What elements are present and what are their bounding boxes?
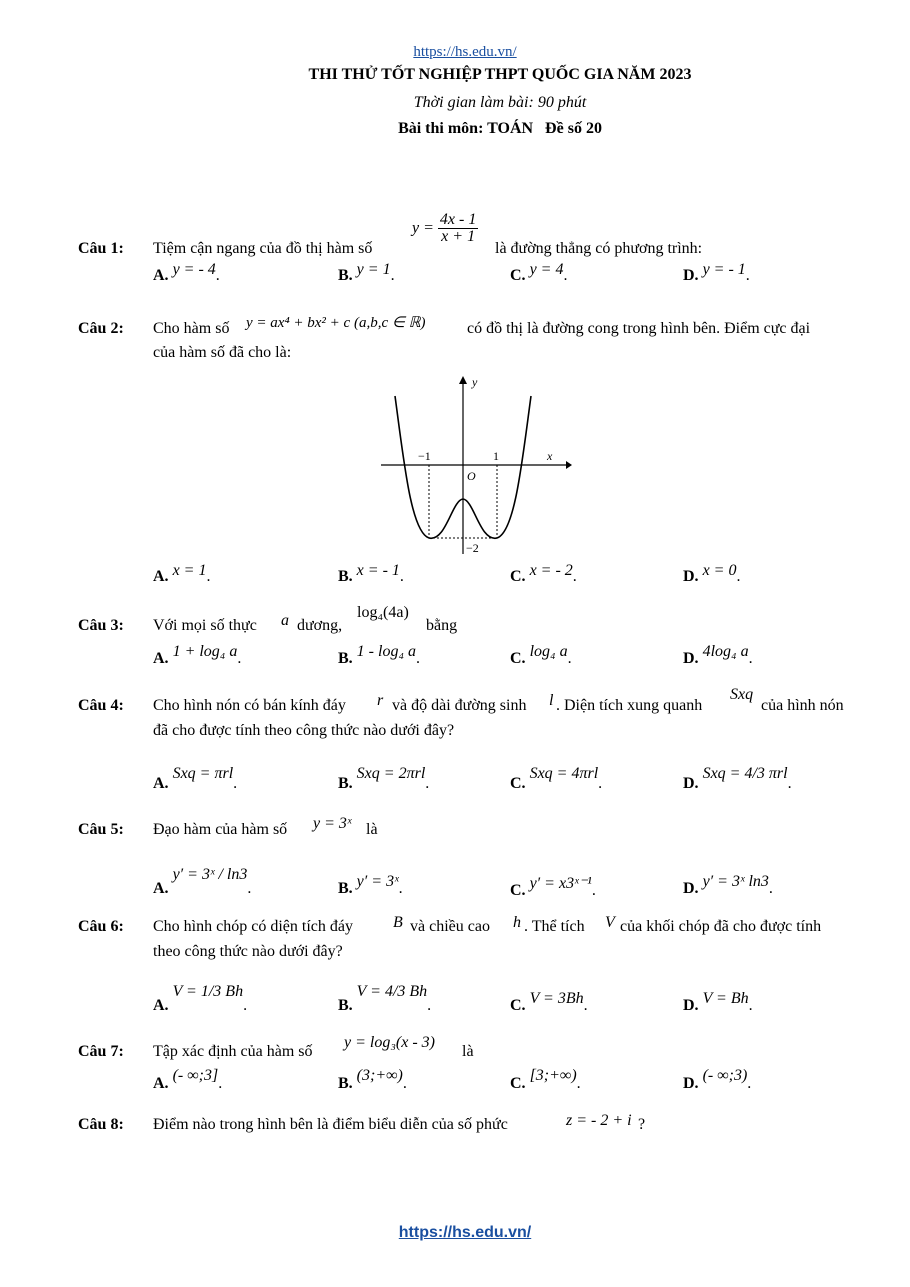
q5-text-after: là <box>366 821 378 838</box>
q4-var-l: l <box>549 692 554 709</box>
q3-option-a[interactable]: A. 1 + log₄ a. <box>153 643 242 667</box>
q2-option-a[interactable]: A. x = 1. <box>153 562 211 585</box>
q8-text-before: Điểm nào trong hình bên là điểm biểu diễn của số phức <box>153 1116 508 1133</box>
exam-subject: Bài thi môn: TOÁN Đề số 20 <box>398 120 602 137</box>
q1-option-d[interactable]: D. y = - 1. <box>683 261 750 284</box>
q1-formula: y = $\frac{4x - 1}{x + 1}$ <box>412 211 477 245</box>
graph-x-arrow <box>566 461 572 469</box>
q3-formula: log₄(4a) <box>357 604 409 621</box>
q5-option-a[interactable]: A. y′ = 3ˣ / ln3. <box>153 866 252 897</box>
q5-option-d[interactable]: D. y′ = 3ˣ ln3. <box>683 873 773 897</box>
graph-tick-neg2: −2 <box>466 541 479 555</box>
graph-x-label: x <box>547 449 553 463</box>
q1-text-after: là đường thẳng có phương trình: <box>495 240 703 257</box>
q5-text-before: Đạo hàm của hàm số <box>153 821 288 838</box>
q7-option-a[interactable]: A. (- ∞;3]. <box>153 1067 223 1092</box>
question-4-label: Câu 4: <box>78 697 124 714</box>
q3-option-b[interactable]: B. 1 - log₄ a. <box>338 643 421 667</box>
graph-origin-label: O <box>467 469 476 483</box>
q6-option-b[interactable]: B. V = 4/3 Bh. <box>338 983 432 1014</box>
q4-option-a[interactable]: A. Sxq = πrl. <box>153 765 238 792</box>
q5-option-b[interactable]: B. y′ = 3ˣ. <box>338 873 403 897</box>
q7-formula: y = log₃(x - 3) <box>344 1034 435 1051</box>
q7-option-d[interactable]: D. (- ∞;3). <box>683 1067 752 1092</box>
question-5-label: Câu 5: <box>78 821 124 838</box>
q4-text-line2: đã cho được tính theo công thức nào dưới đây? <box>153 722 455 739</box>
q6-option-c[interactable]: C. V = 3Bh. <box>510 990 588 1014</box>
q3-var: a <box>281 612 289 629</box>
q4-option-b[interactable]: B. Sxq = 2πrl. <box>338 765 430 792</box>
q4-option-d[interactable]: D. Sxq = 4/3 πrl. <box>683 765 792 792</box>
q6-text-after: của khối chóp đã cho được tính <box>620 918 822 935</box>
q2-option-c[interactable]: C. x = - 2. <box>510 562 577 585</box>
question-1-text <box>153 240 372 258</box>
q6-text-before: Cho hình chóp có diện tích đáy <box>153 918 353 935</box>
q6-text-line2: theo công thức nào dưới đây? <box>153 943 343 960</box>
graph-y-label: y <box>472 375 478 389</box>
q3-text-before: Với mọi số thực <box>153 617 257 634</box>
q7-option-b[interactable]: B. (3;+∞). <box>338 1067 407 1092</box>
q4-text-mid2: . Diện tích xung quanh <box>556 697 703 714</box>
q3-option-d[interactable]: D. 4log₄ a. <box>683 643 753 667</box>
q6-option-d[interactable]: D. V = Bh. <box>683 990 753 1014</box>
q6-var-h: h <box>513 914 521 931</box>
exam-title: THI THỬ TỐT NGHIỆP THPT QUỐC GIA NĂM 2023 <box>308 66 692 83</box>
question-6-label: Câu 6: <box>78 918 124 935</box>
question-8-label: Câu 8: <box>78 1116 124 1133</box>
q3-text-after: bằng <box>426 617 458 634</box>
graph-tick-neg1: −1 <box>418 449 431 463</box>
question-3-label: Câu 3: <box>78 617 124 634</box>
q6-text-mid: và chiều cao <box>410 918 490 935</box>
q7-text-after: là <box>462 1043 474 1060</box>
q7-option-c[interactable]: C. [3;+∞). <box>510 1067 581 1092</box>
question-1-label: Câu 1: <box>78 240 124 257</box>
q1-text-before: Tiệm cận ngang của đồ thị hàm số <box>153 240 373 257</box>
q4-text-after: của hình nón <box>761 697 844 714</box>
q4-text-before: Cho hình nón có bán kính đáy <box>153 697 346 714</box>
q1-option-b[interactable]: B. y = 1. <box>338 261 395 284</box>
header-url-link[interactable]: https://hs.edu.vn/ <box>413 44 517 60</box>
exam-time: Thời gian làm bài: 90 phút <box>413 94 587 111</box>
q2-formula: y = ax⁴ + bx² + c (a,b,c ∈ ℝ) <box>246 315 426 331</box>
q7-text-before: Tập xác định của hàm số <box>153 1043 313 1060</box>
q4-var-r: r <box>377 692 384 709</box>
footer-url-link[interactable]: https://hs.edu.vn/ <box>398 1224 532 1241</box>
q5-option-c[interactable]: C. y′ = x3ˣ⁻¹. <box>510 875 596 899</box>
q6-text-mid2: . Thể tích <box>524 918 585 935</box>
q6-var-b: B <box>393 914 403 931</box>
question-7-label: Câu 7: <box>78 1043 124 1060</box>
q6-var-v: V <box>605 914 615 931</box>
q8-text-after: ? <box>638 1116 646 1133</box>
q6-option-a[interactable]: A. V = 1/3 Bh. <box>153 983 248 1014</box>
q2-text-after: có đồ thị là đường cong trong hình bên. Điểm cực đại <box>467 320 811 337</box>
q8-formula: z = - 2 + i <box>566 1112 632 1129</box>
q2-graph <box>376 372 572 558</box>
q2-option-b[interactable]: B. x = - 1. <box>338 562 404 585</box>
q2-text-before: Cho hàm số <box>153 320 230 337</box>
q5-formula: y = 3ˣ <box>313 815 352 832</box>
q1-option-a[interactable]: A. y = - 4. <box>153 261 220 284</box>
q1-option-c[interactable]: C. y = 4. <box>510 261 568 284</box>
q2-option-d[interactable]: D. x = 0. <box>683 562 741 585</box>
graph-y-arrow <box>459 376 467 384</box>
graph-tick-pos1: 1 <box>493 449 499 463</box>
q3-option-c[interactable]: C. log₄ a. <box>510 643 572 667</box>
q3-text-mid: dương, <box>297 617 343 634</box>
q2-text-line2: của hàm số đã cho là: <box>153 344 292 361</box>
question-2-label: Câu 2: <box>78 320 124 337</box>
q4-var-s: Sxq <box>730 686 754 703</box>
q4-text-mid: và độ dài đường sinh <box>392 697 527 714</box>
q4-option-c[interactable]: C. Sxq = 4πrl. <box>510 765 603 792</box>
